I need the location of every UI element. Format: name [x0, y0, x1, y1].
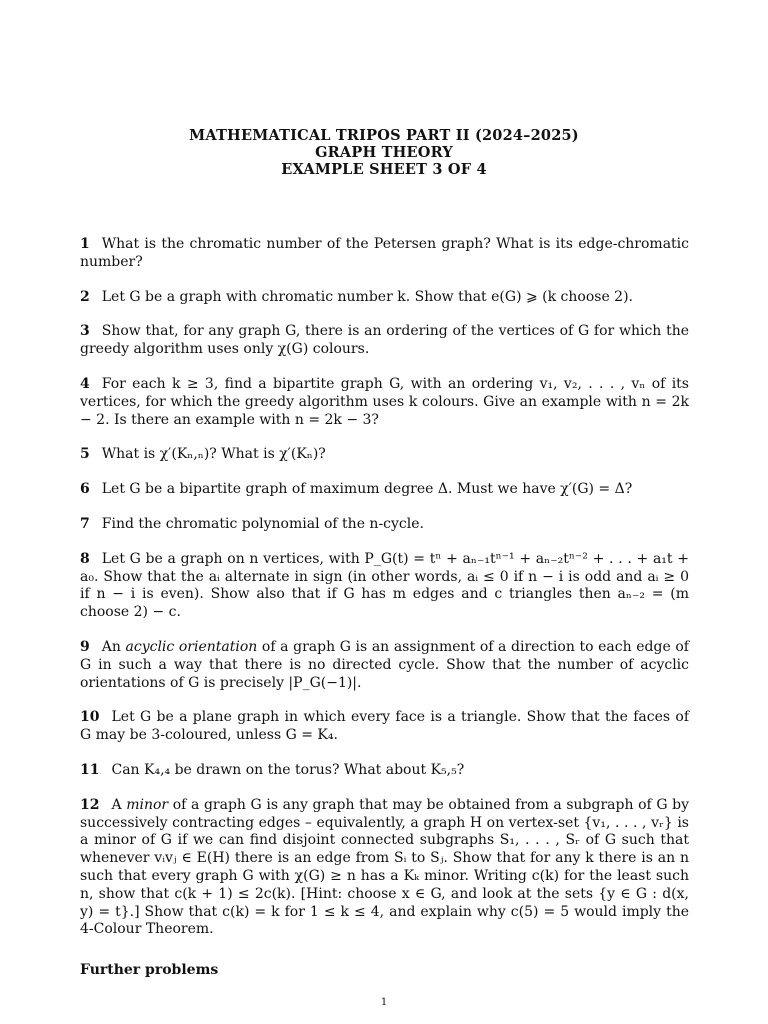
sheet-header: [0, 127, 768, 178]
problem-number: 9: [80, 638, 90, 655]
problem-text: Let G be a graph on n vertices, with P_G(t) = tⁿ + aₙ₋₁tⁿ⁻¹ + aₙ₋₂tⁿ⁻² + . . . + a₁t + a₀. Show that the aᵢ alternate in sign (in other words, aᵢ ≤ 0 if n − i is odd and aᵢ ≥ 0 if n − i is even). Show also that if G has m edges and c triangles then aₙ₋₂ = (m choose 2) − c.: [80, 550, 689, 621]
problem-number: 6: [80, 481, 90, 498]
problem-text: Find the chromatic polynomial of the n-cycle.: [101, 515, 424, 532]
problem-number: 1: [80, 236, 90, 252]
problem-text: Let G be a graph with chromatic number k. Show that e(G) ⩾ (k choose 2).: [101, 288, 634, 305]
problem-6: [80, 481, 689, 499]
problem-text: Can K₄,₄ be drawn on the torus? What about K₅,₅?: [111, 761, 465, 778]
problem-text-post: of a graph G is an assignment of a direction to each edge of G in such a way that there is no directed cycle. Show that the number of acyclic orientations of G is precisely |P_G(−1)|.: [80, 638, 689, 691]
problem-text: Let G be a bipartite graph of maximum degree Δ. Must we have χ′(G) = Δ?: [101, 481, 633, 498]
term-emphasis: minor: [126, 796, 169, 813]
problem-text: What is the chromatic number of the Petersen graph? What is its edge-chromatic number?: [80, 236, 689, 270]
problem-number: 2: [80, 288, 90, 305]
problem-text: Show that, for any graph G, there is an ordering of the vertices of G for which the greedy algorithm uses only χ(G) colours.: [80, 323, 689, 358]
problem-text-pre: A: [111, 796, 127, 813]
problem-5: [80, 446, 689, 464]
header-sheet: EXAMPLE SHEET 3 OF 4: [281, 161, 487, 178]
problem-text-pre: An: [101, 638, 126, 655]
problem-3: [80, 323, 689, 359]
problem-number: 12: [80, 796, 100, 813]
problem-8: [80, 551, 689, 622]
problem-number: 7: [80, 515, 90, 532]
header-title: MATHEMATICAL TRIPOS PART II (2024–2025): [189, 127, 579, 144]
problem-7: [80, 516, 689, 534]
problem-text: What is χ′(Kₙ,ₙ)? What is χ′(Kₙ)?: [101, 446, 326, 463]
problem-number: 5: [80, 446, 90, 463]
problem-number: 3: [80, 323, 90, 340]
term-emphasis: acyclic orientation: [125, 638, 258, 655]
problem-text: Let G be a plane graph in which every face is a triangle. Show that the faces of G may be 3-coloured, unless G = K₄.: [80, 709, 689, 744]
problem-text: For each k ≥ 3, find a bipartite graph G, with an ordering v₁, v₂, . . . , vₙ of its vertices, for which the greedy algorithm uses k colours. Give an example with n = 2k − 2. Is there an example with n = 2k − 3?: [80, 375, 689, 428]
page-number: 1: [380, 997, 388, 1008]
problem-1: [80, 236, 689, 272]
problem-11: [80, 762, 689, 780]
problem-number: 4: [80, 375, 90, 392]
problem-number: 10: [80, 709, 100, 726]
problem-10: [80, 709, 689, 745]
header-course: GRAPH THEORY: [315, 144, 453, 161]
problem-list: [80, 236, 689, 939]
problem-4: [80, 376, 689, 429]
further-problems-heading: Further problems: [80, 962, 219, 978]
problem-text-post: of a graph G is any graph that may be obtained from a subgraph of G by successively contracting edges – equivalently, a graph H on vertex-set {v₁, . . . , vᵣ} is a minor of G if we can find disjoint connected subgraphs S₁, . . . , Sᵣ of G such that whenever vᵢvⱼ ∈ E(H) there is an edge from Sᵢ to Sⱼ. Show that for any k there is an n such that every graph G with χ(G) ≥ n has a Kₖ minor. Writing c(k) for the least such n, show that c(k + 1) ≤ 2c(k). [Hint: choose x ∈ G, and look at the sets {y ∈ G : d(x, y) = t}.] Show that c(k) = k for 1 ≤ k ≤ 4, and explain why c(5) = 5 would imply the 4-Colour Theorem.: [80, 796, 690, 938]
problem-2: [80, 289, 689, 307]
problem-number: 8: [80, 550, 90, 567]
problem-12: [80, 797, 689, 939]
problem-9: [80, 639, 689, 692]
problem-number: 11: [80, 761, 100, 778]
